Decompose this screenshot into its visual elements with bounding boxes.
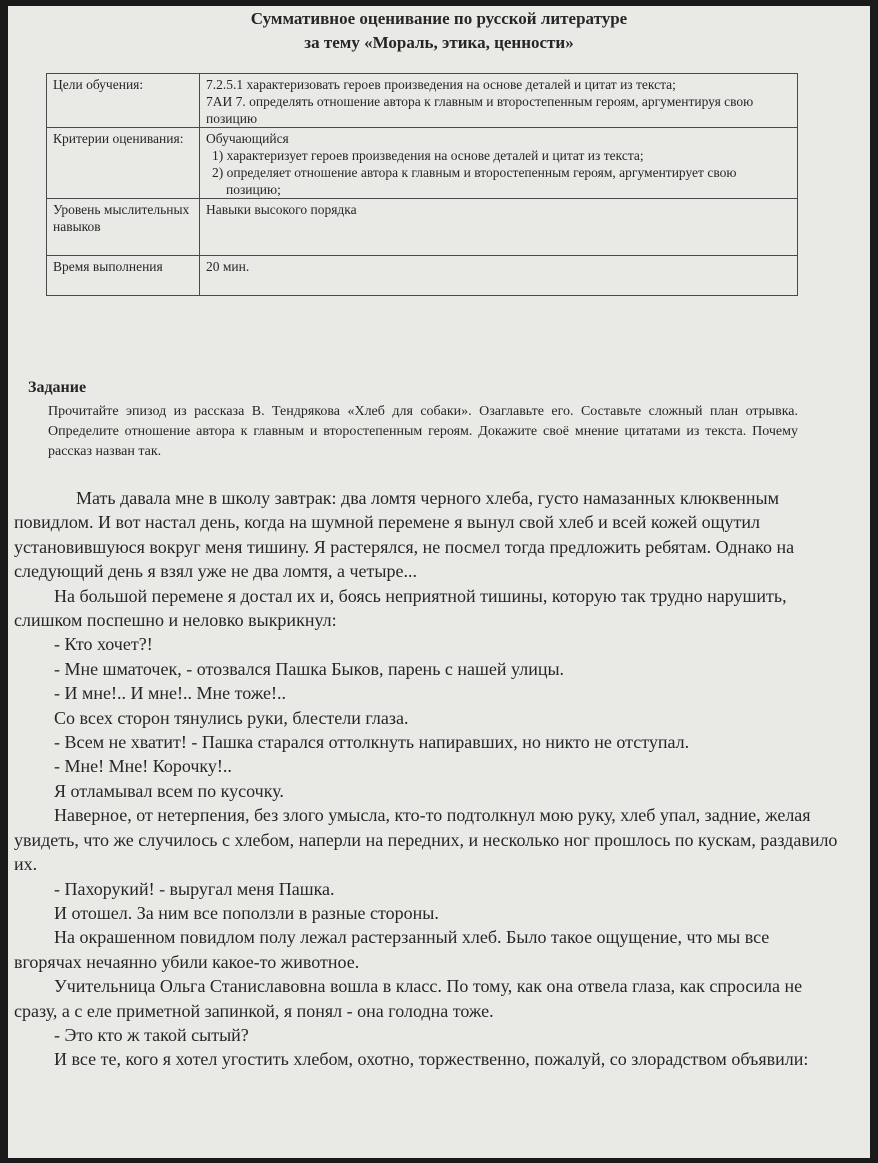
level-label: Уровень мыслительных навыков <box>47 199 200 256</box>
table-row <box>47 256 798 296</box>
criteria-label: Критерии оценивания: <box>47 128 200 199</box>
task-heading: Задание <box>28 379 87 396</box>
table-row <box>47 199 798 256</box>
story-paragraph: На окрашенном повидлом полу лежал растерзанный хлеб. Было такое ощущение, что мы все вгорячах нечаянно убили какое-то животное. <box>14 927 770 972</box>
story-paragraph: - Пахорукий! - выругал меня Пашка. <box>54 878 335 899</box>
story-paragraph: - Мне! Мне! Корочку!.. <box>54 756 232 777</box>
story-paragraph: - Это кто ж такой сытый? <box>54 1024 249 1045</box>
story-paragraph: - Кто хочет?! <box>54 634 153 655</box>
story-paragraph: И отошел. За ним все поползли в разные стороны. <box>54 902 439 923</box>
story-paragraph: На большой перемене я достал их и, боясь неприятной тишины, которую так трудно нарушить, слишком поспешно и неловко выкрикнул: <box>14 585 787 631</box>
story-paragraph: - И мне!.. И мне!.. Мне тоже!.. <box>54 683 286 704</box>
assessment-info-table <box>46 73 798 296</box>
goals-label: Цели обучения: <box>47 74 200 128</box>
story-paragraph: Учительница Ольга Станиславовна вошла в класс. По тому, как она отвела глаза, как спросила не сразу, а с еле приметной запинкой, я понял - она голодна тоже. <box>14 976 803 1021</box>
criteria-item: 1) характеризует героев произведения на основе деталей и цитат из текста; <box>212 148 644 163</box>
task-text: Прочитайте эпизод из рассказа В. Тендрякова «Хлеб для собаки». Озаглавьте его. Составьте сложный план отрывка. Определите отношение автора к главным и второстепенным героям. Докажите своё мнение цитатами из текста. Почему рассказ назван так. <box>48 404 798 459</box>
document-subtitle: за тему «Мораль, этика, ценности» <box>304 33 574 52</box>
story-excerpt <box>14 486 840 1072</box>
goal-item: 7АИ 7. определять отношение автора к главным и второстепенным героям, аргументируя свою позицию <box>206 94 754 126</box>
story-paragraph: Со всех сторон тянулись руки, блестели глаза. <box>54 707 409 728</box>
table-row <box>47 128 798 199</box>
criteria-item: 2) определяет отношение автора к главным и второстепенным героям, аргументирует свою позицию; <box>212 165 737 197</box>
level-value: Навыки высокого порядка <box>200 199 798 256</box>
time-label: Время выполнения <box>47 256 200 296</box>
story-paragraph: Я отламывал всем по кусочку. <box>54 780 284 801</box>
goal-item: 7.2.5.1 характеризовать героев произведения на основе деталей и цитат из текста; <box>206 77 676 92</box>
story-paragraph: Мать давала мне в школу завтрак: два ломтя черного хлеба, густо намазанных клюквенным повидлом. И вот настал день, когда на шумной перемене я вынул свой хлеб и всей кожей ощутил установившуюся вокруг меня тишину. Я растерялся, не посмел тогда предложить ребятам. Однако на следующий день я взял уже не два ломтя, а четыре... <box>14 488 795 582</box>
story-paragraph: - Мне шматочек, - отозвался Пашка Быков, парень с нашей улицы. <box>54 658 565 679</box>
story-paragraph: И все те, кого я хотел угостить хлебом, охотно, торжественно, пожалуй, со злорадством объявили: <box>54 1049 809 1070</box>
goals-cell <box>200 74 798 128</box>
criteria-cell <box>200 128 798 199</box>
time-value: 20 мин. <box>200 256 798 296</box>
document-page <box>8 6 870 1158</box>
story-paragraph: - Всем не хватит! - Пашка старался оттолкнуть напиравших, но никто не отступал. <box>54 732 690 753</box>
table-row <box>47 74 798 128</box>
story-paragraph: Наверное, от нетерпения, без злого умысла, кто-то подтолкнул мою руку, хлеб упал, задние, желая увидеть, что же случилось с хлебом, наперли на передних, и несколько ног прошлось по кускам, раздавило их. <box>14 805 838 875</box>
criteria-intro: Обучающийся <box>206 131 289 146</box>
document-title: Суммативное оценивание по русской литературе <box>250 9 628 28</box>
